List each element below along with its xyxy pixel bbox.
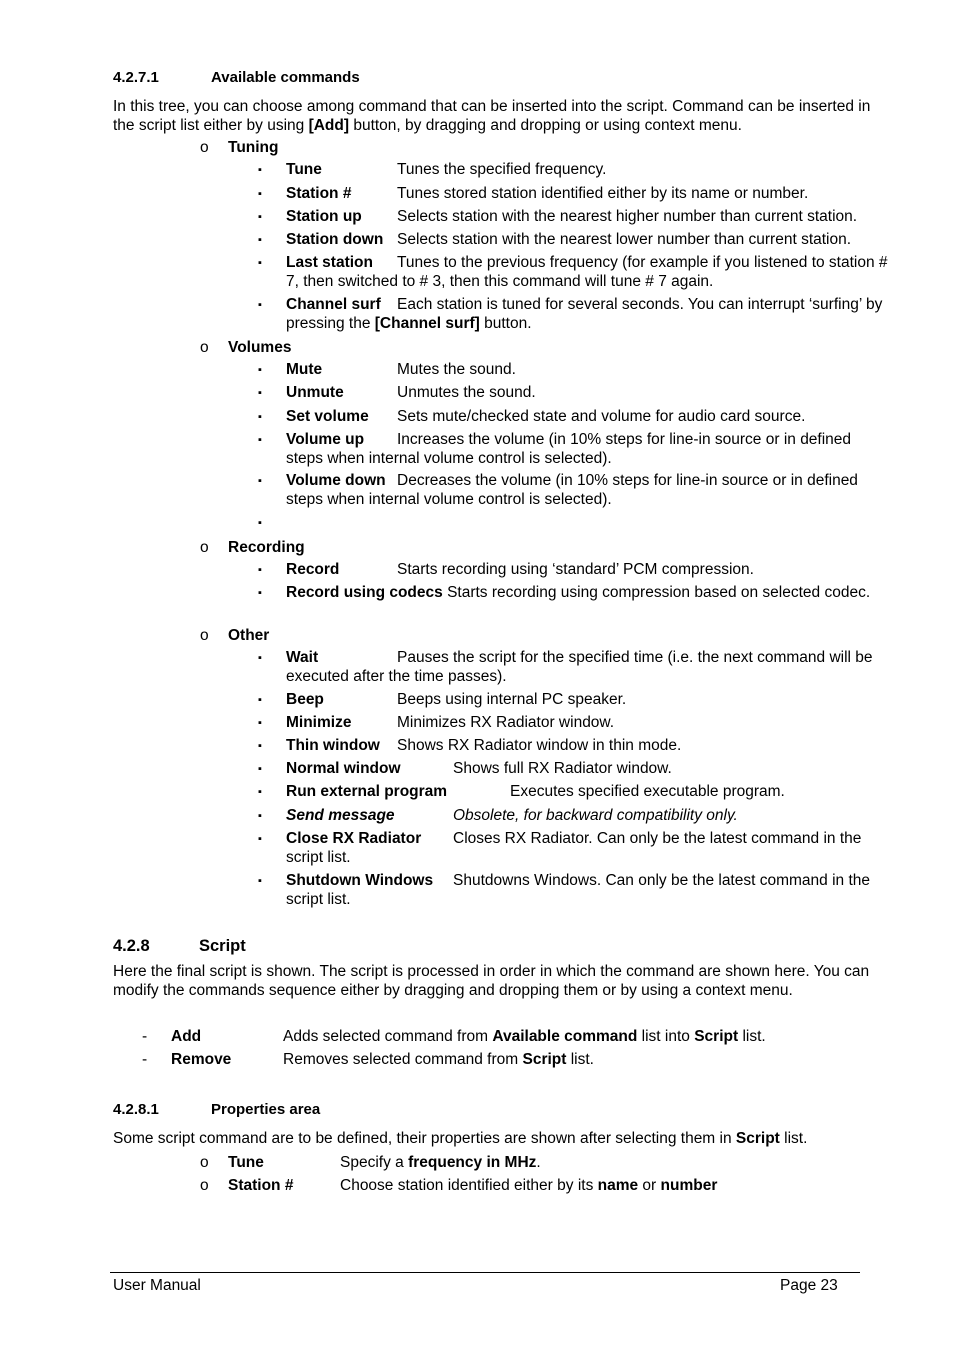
item-term: Set volume [286, 408, 369, 425]
item-term: Normal window [286, 760, 401, 777]
circle-bullet: o [200, 339, 209, 356]
item-desc: Executes specified executable program. [510, 783, 785, 800]
circle-bullet: o [200, 1177, 209, 1194]
item-desc: Beeps using internal PC speaker. [397, 691, 627, 708]
square-bullet: ▪ [258, 786, 262, 798]
item-desc-bold: [Channel surf] [374, 314, 480, 332]
section-heading-4-2-7-1 [113, 69, 360, 86]
item-desc: Starts recording using compression based on selected codec. [447, 584, 871, 601]
item-desc: Unmutes the sound. [397, 384, 536, 401]
prop-desc-c: . [536, 1154, 541, 1171]
square-bullet: ▪ [258, 517, 262, 529]
section-heading-4-2-8-1 [113, 1101, 320, 1118]
circle-bullet: o [200, 1154, 209, 1171]
group-recording [200, 538, 305, 557]
prop-term: Tune [228, 1154, 264, 1171]
dash-bullet: - [142, 1051, 148, 1068]
dash-desc-a: Adds selected command from [283, 1028, 493, 1045]
square-bullet: ▪ [258, 411, 262, 423]
dash-desc-bold: Script [522, 1051, 567, 1068]
item-term: Unmute [286, 384, 344, 401]
group-tuning [200, 138, 279, 157]
section-number: 4.2.7.1 [113, 69, 159, 86]
square-bullet: ▪ [258, 587, 262, 599]
square-bullet: ▪ [258, 475, 262, 487]
square-bullet: ▪ [258, 164, 262, 176]
square-bullet: ▪ [258, 694, 262, 706]
circle-bullet: o [200, 539, 209, 556]
footer-left: User Manual [113, 1277, 201, 1294]
square-bullet: ▪ [258, 364, 262, 376]
prop-desc-bold-1: name [597, 1177, 639, 1194]
item-desc: Increases the volume (in 10% steps for line-in source or in defined steps when internal volume control is selected). [286, 431, 852, 467]
item-term: Record using codecs [286, 584, 443, 601]
intro-paragraph [113, 97, 888, 135]
square-bullet: ▪ [258, 763, 262, 775]
prop-desc-bold: frequency in MHz [408, 1154, 537, 1171]
dash-item-remove [142, 1050, 594, 1069]
circle-bullet: o [200, 139, 209, 156]
item-desc: Tunes to the previous frequency (for example if you listened to station # 7, then switched to # 3, then this command will tune # 7 again. [286, 254, 888, 290]
item-desc: Shows RX Radiator window in thin mode. [397, 737, 682, 754]
item-term: Mute [286, 361, 323, 378]
footer-page-number: Page 23 [780, 1277, 838, 1294]
prop-term: Station # [228, 1177, 294, 1194]
item-term: Volume down [286, 472, 386, 489]
item-desc: Sets mute/checked state and volume for audio card source. [397, 408, 806, 425]
square-bullet: ▪ [258, 875, 262, 887]
dash-desc-c: list into [637, 1028, 695, 1045]
group-label: Volumes [228, 339, 292, 356]
square-bullet: ▪ [258, 234, 262, 246]
group-label: Other [228, 627, 270, 644]
group-volumes [200, 338, 291, 357]
section-number: 4.2.8.1 [113, 1101, 159, 1118]
prop-desc-a: Choose station identified either by its [340, 1177, 598, 1194]
item-desc: Starts recording using ‘standard’ PCM compression. [397, 561, 754, 578]
item-term: Last station [286, 254, 373, 271]
item-desc-end: button. [479, 314, 532, 332]
script-intro-paragraph: Here the final script is shown. The script is processed in order in which the command are shown here. You can modify the commands sequence either by dragging and dropping them or by using a context menu. [113, 963, 870, 999]
item-term: Volume up [286, 431, 365, 448]
dash-item-add [142, 1027, 766, 1046]
item-term: Shutdown Windows [286, 872, 434, 889]
square-bullet: ▪ [258, 299, 262, 311]
item-term: Tune [286, 161, 322, 178]
square-bullet: ▪ [258, 652, 262, 664]
dash-desc-c: list. [566, 1051, 594, 1068]
prop-desc-bold-2: number [660, 1177, 718, 1194]
item-desc: Mutes the sound. [397, 361, 516, 378]
item-term: Thin window [286, 737, 380, 754]
square-bullet: ▪ [258, 740, 262, 752]
dash-term: Remove [171, 1051, 232, 1068]
dash-term: Add [171, 1028, 202, 1045]
item-desc: Selects station with the nearest lower number than current station. [397, 231, 852, 248]
group-label: Recording [228, 539, 305, 556]
square-bullet: ▪ [258, 211, 262, 223]
square-bullet: ▪ [258, 810, 262, 822]
dash-bullet: - [142, 1028, 148, 1045]
square-bullet: ▪ [258, 387, 262, 399]
section-heading-4-2-8 [113, 937, 246, 956]
item-desc: Closes RX Radiator. Can only be the latest command in the script list. [286, 830, 862, 866]
square-bullet: ▪ [258, 717, 262, 729]
dash-desc-a: Removes selected command from [283, 1051, 523, 1068]
item-desc: Pauses the script for the specified time (i.e. the next command will be executed after the time passes). [286, 649, 873, 685]
item-term: Minimize [286, 714, 352, 731]
item-desc: Tunes stored station identified either by its name or number. [397, 185, 809, 202]
intro-text-a: In this tree, you can choose among command that can be inserted into the script. Command can be inserted in the script list either by using [113, 98, 871, 134]
item-term: Station up [286, 208, 362, 225]
group-label: Tuning [228, 139, 279, 156]
item-desc: Shutdowns Windows. Can only be the latest command in the script list. [286, 872, 871, 908]
item-term: Run external program [286, 783, 448, 800]
prop-desc-a: Specify a [340, 1154, 409, 1171]
intro-text-c: button, by dragging and dropping or using context menu. [349, 117, 742, 134]
props-text-c: list. [779, 1130, 808, 1147]
intro-add-bold: [Add] [308, 117, 350, 134]
item-desc: Decreases the volume (in 10% steps for line-in source or in defined steps when internal volume control is selected). [286, 472, 858, 508]
dash-desc-bold-2: Script [694, 1028, 739, 1045]
item-desc: Selects station with the nearest higher number than current station. [397, 208, 858, 225]
item-term: Station # [286, 185, 352, 202]
square-bullet: ▪ [258, 257, 262, 269]
circle-bullet: o [200, 627, 209, 644]
item-term: Send message [286, 807, 395, 824]
footer-rule [110, 1272, 860, 1273]
square-bullet: ▪ [258, 434, 262, 446]
dash-desc-e: list. [738, 1028, 766, 1045]
group-other [200, 626, 269, 645]
item-desc: Obsolete, for backward compatibility only. [453, 807, 738, 824]
item-desc: Minimizes RX Radiator window. [397, 714, 615, 731]
prop-desc-c: or [638, 1177, 661, 1194]
item-desc: Shows full RX Radiator window. [453, 760, 672, 777]
item-term: Close RX Radiator [286, 830, 422, 847]
item-term: Channel surf [286, 296, 381, 313]
dash-desc-bold-1: Available command [492, 1028, 638, 1045]
item-desc: Each station is tuned for several seconds. You can interrupt ‘surfing’ by pressing the [286, 296, 883, 332]
section-title: Script [199, 937, 246, 955]
item-term: Beep [286, 691, 324, 708]
square-bullet: ▪ [258, 833, 262, 845]
item-term: Station down [286, 231, 384, 248]
item-term: Record [286, 561, 340, 578]
item-desc: Tunes the specified frequency. [397, 161, 607, 178]
props-text-bold: Script [735, 1130, 780, 1147]
item-term: Wait [286, 649, 319, 666]
section-title: Properties area [211, 1101, 321, 1118]
prop-item-tune [200, 1153, 541, 1172]
square-bullet: ▪ [258, 188, 262, 200]
section-number: 4.2.8 [113, 937, 150, 955]
prop-item-station [200, 1176, 717, 1195]
props-text-a: Some script command are to be defined, their properties are shown after selecting them in [113, 1130, 736, 1147]
section-title: Available commands [211, 69, 360, 86]
properties-intro-paragraph [113, 1129, 888, 1148]
square-bullet: ▪ [258, 564, 262, 576]
